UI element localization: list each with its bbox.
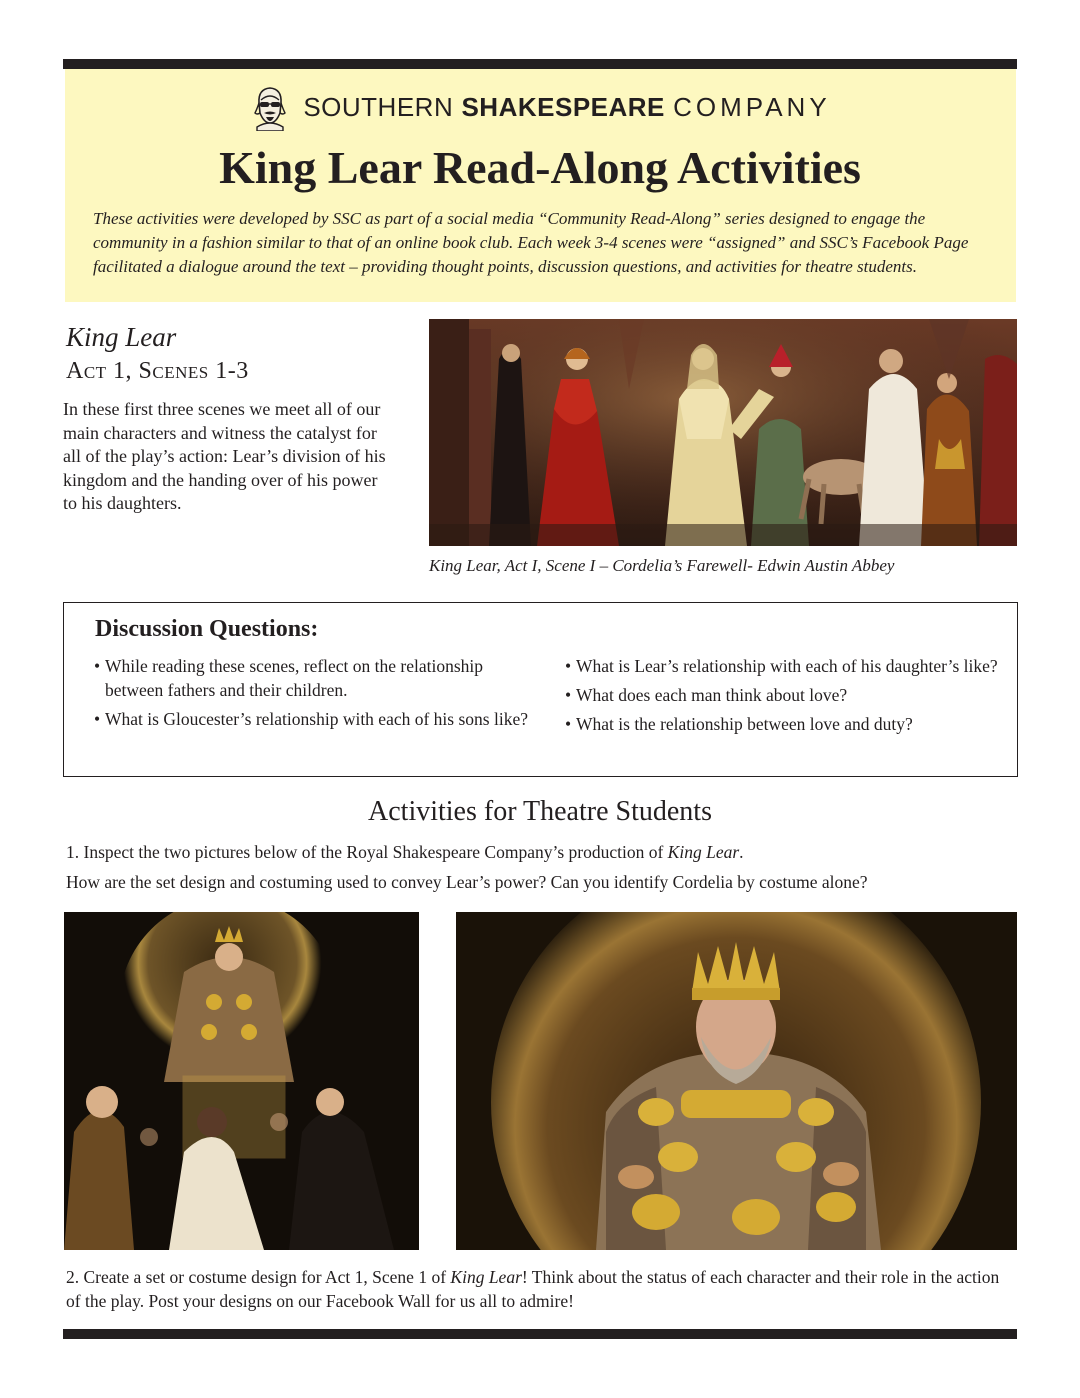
activity-2	[66, 1266, 1006, 1313]
brand-word-shakespeare: SHAKESPEARE	[461, 91, 665, 122]
discussion-question: • What is Gloucester’s relationship with each of his sons like?	[94, 708, 534, 732]
discussion-question: • What is Lear’s relationship with each of his daughter’s like?	[565, 655, 1005, 679]
discussion-title: Discussion Questions:	[95, 616, 319, 642]
painting-caption: King Lear, Act I, Scene I – Cordelia’s Farewell- Edwin Austin Abbey	[429, 556, 895, 575]
discussion-questions-box	[63, 602, 1018, 777]
discussion-question: • What is the relationship between love and duty?	[565, 713, 1005, 737]
shakespeare-portrait-icon	[249, 83, 291, 131]
brand-word-company: COMPANY	[673, 91, 831, 122]
bottom-rule	[63, 1329, 1017, 1339]
rsc-production-photo-court	[64, 912, 419, 1250]
section-subtitle: Act 1, Scenes 1-3	[66, 358, 249, 384]
brand-name	[303, 92, 830, 123]
discussion-list-left	[94, 655, 534, 737]
activities-title: Activities for Theatre Students	[368, 796, 712, 827]
activity-1-punct: .	[739, 842, 744, 862]
activity-1-text: 1. Inspect the two pictures below of the Royal Shakespeare Company’s production of	[66, 842, 668, 862]
page-title: King Lear Read-Along Activities	[219, 142, 861, 193]
section-title: King Lear	[66, 322, 177, 352]
activity-1-question: How are the set design and costuming used to convey Lear’s power? Can you identify Cordelia by costume alone?	[66, 872, 868, 892]
activity-1	[66, 842, 744, 863]
cordelia-farewell-painting	[429, 319, 1017, 546]
intro-text: These activities were developed by SSC as part of a social media “Community Read-Along” series designed to engage the community in a fashion similar to that of an online book club. Each week 3-4 scenes were “assigned” and SSC’s Facebook Page facilitated a dialogue around the text – providing thought points, discussion questions, and activities for theatre students.	[93, 209, 969, 276]
activity-2-text-rest: ! Think about the status of each character and their role in the action of the play. Post your designs on our Facebook Wall for us all to admire!	[66, 1267, 1000, 1311]
rsc-production-photo-king	[456, 912, 1017, 1250]
discussion-question: • While reading these scenes, reflect on the relationship between fathers and their children.	[94, 655, 534, 702]
section-body: In these first three scenes we meet all of our main characters and witness the catalyst for all of the play’s action: Lear’s division of his kingdom and the handing over of his power to his daughters.	[63, 399, 386, 513]
activity-1-play-title: King Lear	[667, 842, 740, 862]
activity-2-text: 2. Create a set or costume design for Act 1, Scene 1 of	[66, 1267, 451, 1287]
brand-word-southern: SOUTHERN	[303, 91, 454, 122]
activity-2-play-title: King Lear	[450, 1267, 522, 1287]
discussion-list-right	[565, 655, 1005, 742]
brand	[0, 83, 1080, 131]
top-rule	[63, 59, 1017, 69]
discussion-question: • What does each man think about love?	[565, 684, 1005, 708]
